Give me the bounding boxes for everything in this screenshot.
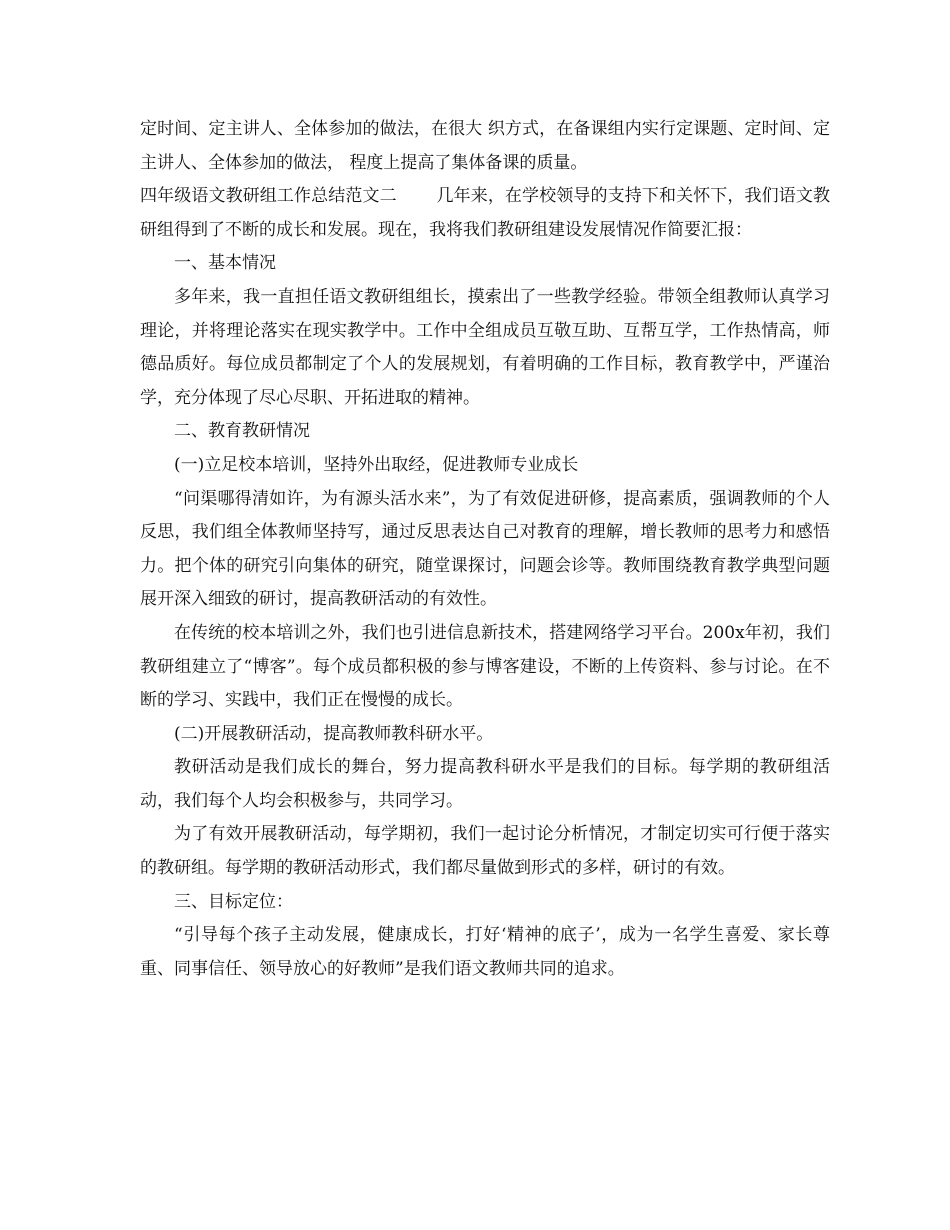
subheading-training: (一)立足校本培训，坚持外出取经，促进教师专业成长 [174, 454, 579, 475]
paragraph-intro: 定时间、定主讲人、全体参加的做法，在很大 织方式，在备课组内实行定课题、定时间、定主讲人、全体参加的做法， 程度上提高了集体备课的质量。 [140, 119, 830, 173]
paragraph-blog: 在传统的校本培训之外，我们也引进信息新技术，搭建网络学习平台。200x年初，我们教研组建立了“博客”。每个成员都积极的参与博客建设，不断的上传资料、参与讨论。在不断的学习、实践中，我们正在慢慢的成长。 [140, 622, 830, 711]
paragraph-title-line: 四年级语文教研组工作总结范文二 几年来，在学校领导的支持下和关怀下，我们语文教研组得到了不断的成长和发展。现在，我将我们教研组建设发展情况作简要汇报： [140, 186, 830, 240]
paragraph-basic: 多年来，我一直担任语文教研组组长，摸索出了一些教学经验。带领全组教师认真学习理论，并将理论落实在现实教学中。工作中全组成员互敬互助、互帮互学，工作热情高，师德品质好。每位成员都制定了个人的发展规划，有着明确的工作目标，教育教学中，严谨治学，充分体现了尽心尽职、开拓进取的精神。 [140, 286, 830, 408]
paragraph-stage: 教研活动是我们成长的舞台，努力提高教科研水平是我们的目标。每学期的教研组活动，我们每个人均会积极参与，共同学习。 [140, 757, 830, 811]
section-heading-basic: 一、基本情况 [174, 253, 276, 274]
section-heading-goal: 三、目标定位： [174, 891, 293, 912]
paragraph-reflection: “问渠哪得清如许，为有源头活水来”，为了有效促进研修，提高素质，强调教师的个人反思，我们组全体教师坚持写，通过反思表达自己对教育的理解，增长教师的思考力和感悟力。把个体的研究引向集体的研究，随堂课探讨，问题会诊等。教师围绕教育教学典型问题展开深入细致的研讨，提高教研活动的有效性。 [140, 488, 830, 610]
paragraph-planning: 为了有效开展教研活动，每学期初，我们一起讨论分析情况，才制定切实可行便于落实的教研组。每学期的教研活动形式，我们都尽量做到形式的多样，研讨的有效。 [140, 824, 830, 879]
document-body [140, 113, 830, 986]
section-heading-research: 二、教育教研情况 [174, 421, 310, 442]
paragraph-goal: “引导每个孩子主动发展，健康成长，打好‘精神的底子’，成为一名学生喜爱、家长尊重、同事信任、领导放心的好教师”是我们语文教师共同的追求。 [140, 925, 830, 979]
subheading-activities: (二)开展教研活动，提高教师教科研水平。 [174, 723, 494, 744]
